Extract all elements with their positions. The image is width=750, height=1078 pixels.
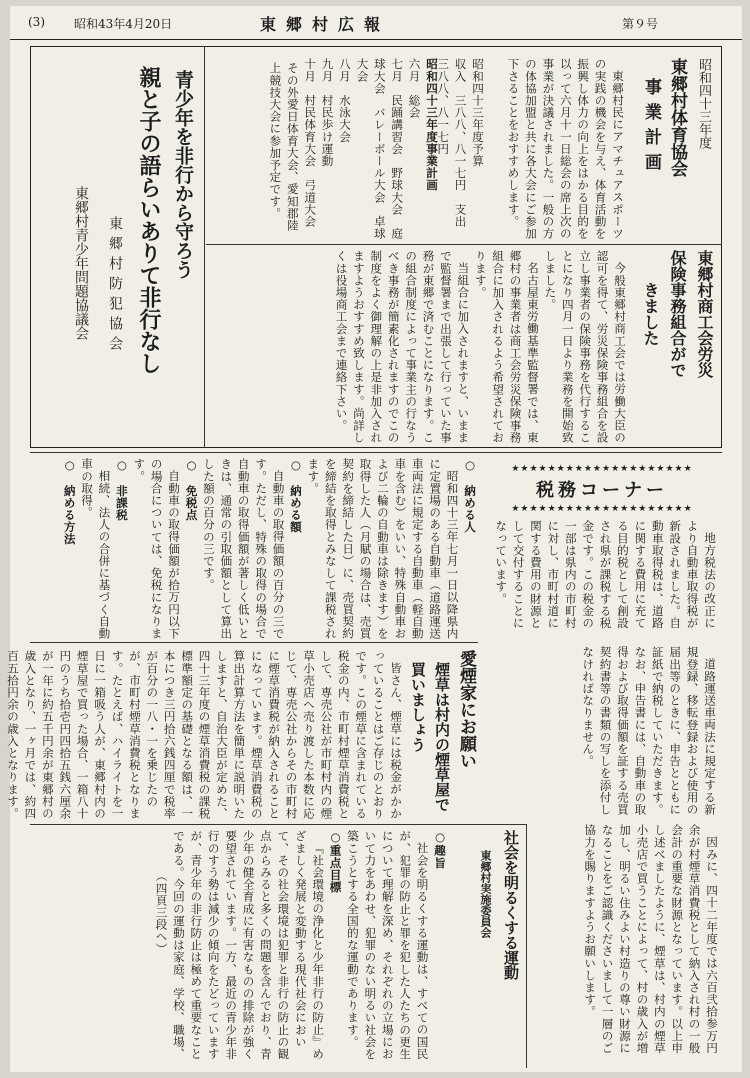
insurance-paragraph-3: 当組合に加入されますと、いままで監督署まで出張して行っていた事務が東郷で済むことになります。この組合制度によって事業主の行なうべき事務が簡素化されますのでこの制度をよく御理解の上是非加入されますようおすすめ致します。尚詳しくは役場商工会まで連絡下さい。 bbox=[334, 250, 471, 444]
sports-heading-line-3: 事業計画 bbox=[641, 78, 661, 178]
insurance-heading bbox=[630, 250, 718, 440]
plan-item-september: 九月 村民歩け運動 bbox=[320, 58, 335, 167]
society-heading: 社会を明るくする運動 bbox=[502, 830, 520, 980]
tax-item-2-body: 自動車の取得価額の百分の三です。ただし、特殊の取得の場合で自動車の取得価額が著しく低いときは、通常の引取価額として算出した額の百分の三です。 bbox=[201, 458, 286, 640]
lower-rule bbox=[30, 642, 478, 643]
slogan-divider bbox=[204, 46, 205, 448]
tax-stars-bottom: ★★★★★★★★★★★★★★★★★★★★ bbox=[511, 504, 693, 514]
society-item-1-title: ○趣旨 bbox=[433, 830, 447, 869]
insurance-top-rule bbox=[206, 244, 722, 245]
tobacco-body-upper bbox=[6, 650, 404, 826]
tax-items bbox=[30, 458, 478, 640]
tax-intro-text: 地方税法の改正により自動車取得税が新設されました。自動車取得税は、道路に関する費用に充てる目的税として創設され県が課税する税金です。この税金の一部は県内の市町村に対し、市町村道に関する費用の財源として交付することになっています。 bbox=[494, 520, 717, 629]
plan-item-july: 七月 民踊講習会 野球大会 庭球大会 バレーボール大会 卓球大会 bbox=[355, 58, 405, 240]
insurance-heading-line-3: きました bbox=[641, 282, 660, 346]
tax-item-4-title: ○ 非課税 bbox=[114, 458, 129, 521]
tax-item-5-title: ○ 納める方法 bbox=[62, 458, 77, 546]
tax-item-3-body: 自動車の取得価額が拾万円以下の場合については、免税になります。 bbox=[132, 458, 182, 640]
sports-heading-line-2: 東郷村体育協会 bbox=[667, 58, 687, 177]
tobacco-body-text: 皆さん、煙草には税金がかかっていることはご存じのとおりです。この煙草に含まれている税金の内、市町村煙草消費税として、専売公社が市町村内の煙草小売店へ売り渡した本数に応じて、専売公社からその市町村に煙草消費税が納入されることになっています。煙草消費税の算出計算方法を簡単に説明いたしますと、自治大臣が定めた、四十三年度の煙草消費税の課税標準額定の基礎となる額は、一本につき三円拾六銭四厘で税率が百分の一八・一を乗じたのが、市町村煙草消費税となります。たとえば、ハイライトを一日に一箱吸う人が、東郷村内の煙草屋で買った場合、一箱八十円のうち拾壱円四拾五銭六厘余が一年に約五千円余が東郷村の歳入となり、一ヶ月では、約四百五拾円余の歳入となります。 bbox=[6, 650, 403, 820]
budget-title: 昭和四十三年度予算 bbox=[471, 58, 485, 167]
slogan-org-1: 東郷村防犯協会 bbox=[107, 216, 123, 356]
tax-item-4-body: 相続、法人の合併に基づく自動車の取得。 bbox=[80, 458, 112, 639]
tax-corner-banner bbox=[497, 464, 707, 514]
tax-intro bbox=[480, 520, 718, 640]
tax-item-2-title: ○ 納める額 bbox=[288, 458, 303, 533]
society-item-1-body: 社会を明るくする運動は、すべての国民が、犯罪の防止と罪を犯した人たちの更生について理解を深め、それぞれの立場において力をあわせ、犯罪のない明るい社会を築こうとする全国的な運動であります。 bbox=[345, 830, 430, 1060]
sports-intro-text: 東郷村民にアマチュアスポーツの実践の機会を与え、体育活動を振興し体力の向上をはかる目的を以って六月十一日総会の席上次の事業が決議されました。一般の方の体協加盟と共に各大会にご参加下さることをおすすめします。 bbox=[506, 58, 625, 240]
society-heading-block bbox=[450, 830, 524, 1066]
society-item-2-title: ○重点目標 bbox=[328, 830, 343, 893]
society-committee: 東郷村実施委員会 bbox=[479, 850, 492, 938]
page-number: (3) bbox=[28, 15, 45, 29]
tobacco-heading-line-3: 買いましょう bbox=[409, 662, 427, 752]
society-top-rule bbox=[30, 824, 526, 825]
plan-title: 昭和四十三年度事業計画 bbox=[425, 58, 439, 192]
insurance-heading-line-2: 保険事務組合がで bbox=[668, 250, 687, 378]
insurance-heading-line-1: 東郷村商工会労災 bbox=[695, 250, 714, 378]
sports-plan bbox=[210, 58, 440, 242]
slogan-org-2: 東郷村青少年問題協議会 bbox=[73, 186, 89, 340]
issue-number: 第９号 bbox=[622, 17, 659, 31]
insurance-body bbox=[210, 250, 628, 444]
slogan-block bbox=[36, 66, 200, 436]
tobacco-heading-line-1: 愛煙家にお願い bbox=[456, 650, 476, 769]
budget-values: 収入 三八八、八一七円 支出 三八八、八一七円 bbox=[436, 58, 468, 240]
plan-item-august: 八月 水泳大会 bbox=[337, 58, 352, 143]
middle-rule bbox=[30, 452, 722, 453]
plan-item-october: 十月 村民体育大会 弓道大会 bbox=[303, 58, 318, 228]
issue-date: 昭和43年4月20日 bbox=[74, 17, 173, 31]
society-body bbox=[30, 830, 448, 1066]
insurance-paragraph-2: 名古屋東労働基準監督署では、東郷村の事業者は商工会労災保険事務組合に加入されるよう希望されております。 bbox=[473, 250, 540, 444]
sports-closing: その外愛日体育大会、愛知郡陸上競技大会に参加予定です。 bbox=[268, 62, 300, 232]
tax-item-1-body: 昭和四十三年七月一日以降県内に定置場のある自動車（道路運送車両法に規定する自動車（軽自動車を含む）をいい、特殊自動車および二輪の自動車は除きます）を取得した人（月賦の場合は、売買契約を締結した日）に、売買契約を締結を取得とみなして課税されます。 bbox=[306, 458, 460, 640]
tax-item-3-title: ○ 免税点 bbox=[184, 458, 199, 521]
newspaper-title: 東郷村広報 bbox=[260, 15, 391, 34]
society-divider bbox=[526, 824, 527, 1068]
tobacco-heading-line-2: 煙草は村内の煙草屋で bbox=[433, 662, 451, 812]
tax-item-5-body-block bbox=[480, 646, 718, 818]
society-continued: （四頁三段へ） bbox=[154, 870, 169, 955]
masthead bbox=[10, 6, 742, 40]
sports-heading-line-1: 昭和四十三年度 bbox=[696, 58, 711, 149]
sports-intro bbox=[488, 58, 626, 242]
sports-heading bbox=[630, 58, 716, 258]
tax-item-5-body: 道路運送車両法に規定する新規登録、移転登録および使用の届出等のときに、申告とともに証紙で納税していただきます。なお、申告書には、自動車の取得および取得価額を証する売買契約書等の書類の写しを添付しなければなりません。 bbox=[581, 646, 717, 816]
tobacco-body-2-text: 因みに、四十二年度では六百弐拾参万円余が村煙草消費税として納入され村の一般会計の重要な財源となっています。以上申し述べましたように、煙草は、村内の煙草小売店で買うことによって、村の歳入が増加し、明るい住みよい村造りの尊い財源になることをご認識くださいまして一層のご協力を賜りますようお願いします。 bbox=[583, 824, 719, 1054]
insurance-paragraph-1: 今般東郷村商工会では労働大臣の認可を得て、労災保険事務組合を設立し事業者の保険事務を代行することになり四月一日より業務を開始致しました。 bbox=[543, 250, 627, 444]
slogan-line-2: 親と子の語らいありて非行なし bbox=[136, 66, 162, 374]
tax-stars-top: ★★★★★★★★★★★★★★★★★★★★ bbox=[511, 464, 693, 474]
tobacco-body-lower bbox=[530, 824, 720, 1064]
tobacco-heading bbox=[406, 650, 478, 820]
slogan-line-1: 青少年を非行から守ろう bbox=[172, 70, 194, 279]
newspaper-page bbox=[6, 6, 742, 1072]
society-item-2-body: 『社会環境の浄化と少年非行の防止』めざましく発展と変動する現代社会において、その社会環境は犯罪と非行の防止の観点からみると多くの問題を含んでおり、青少年の健全育成に有害なものの排除が強く要望されています。一方、最近の青少年非行のすう勢は減少の傾向をたどっていますが、青少年の非行防止は極めて重要なことである。今回の運動は家庭、学校、職場、 bbox=[171, 830, 326, 1060]
plan-item-june: 六月 総会 bbox=[407, 58, 422, 119]
tax-corner-title: 税務コーナー bbox=[536, 480, 668, 501]
tax-item-1-title: ○ 納める人 bbox=[463, 458, 477, 533]
sports-budget bbox=[436, 58, 486, 242]
